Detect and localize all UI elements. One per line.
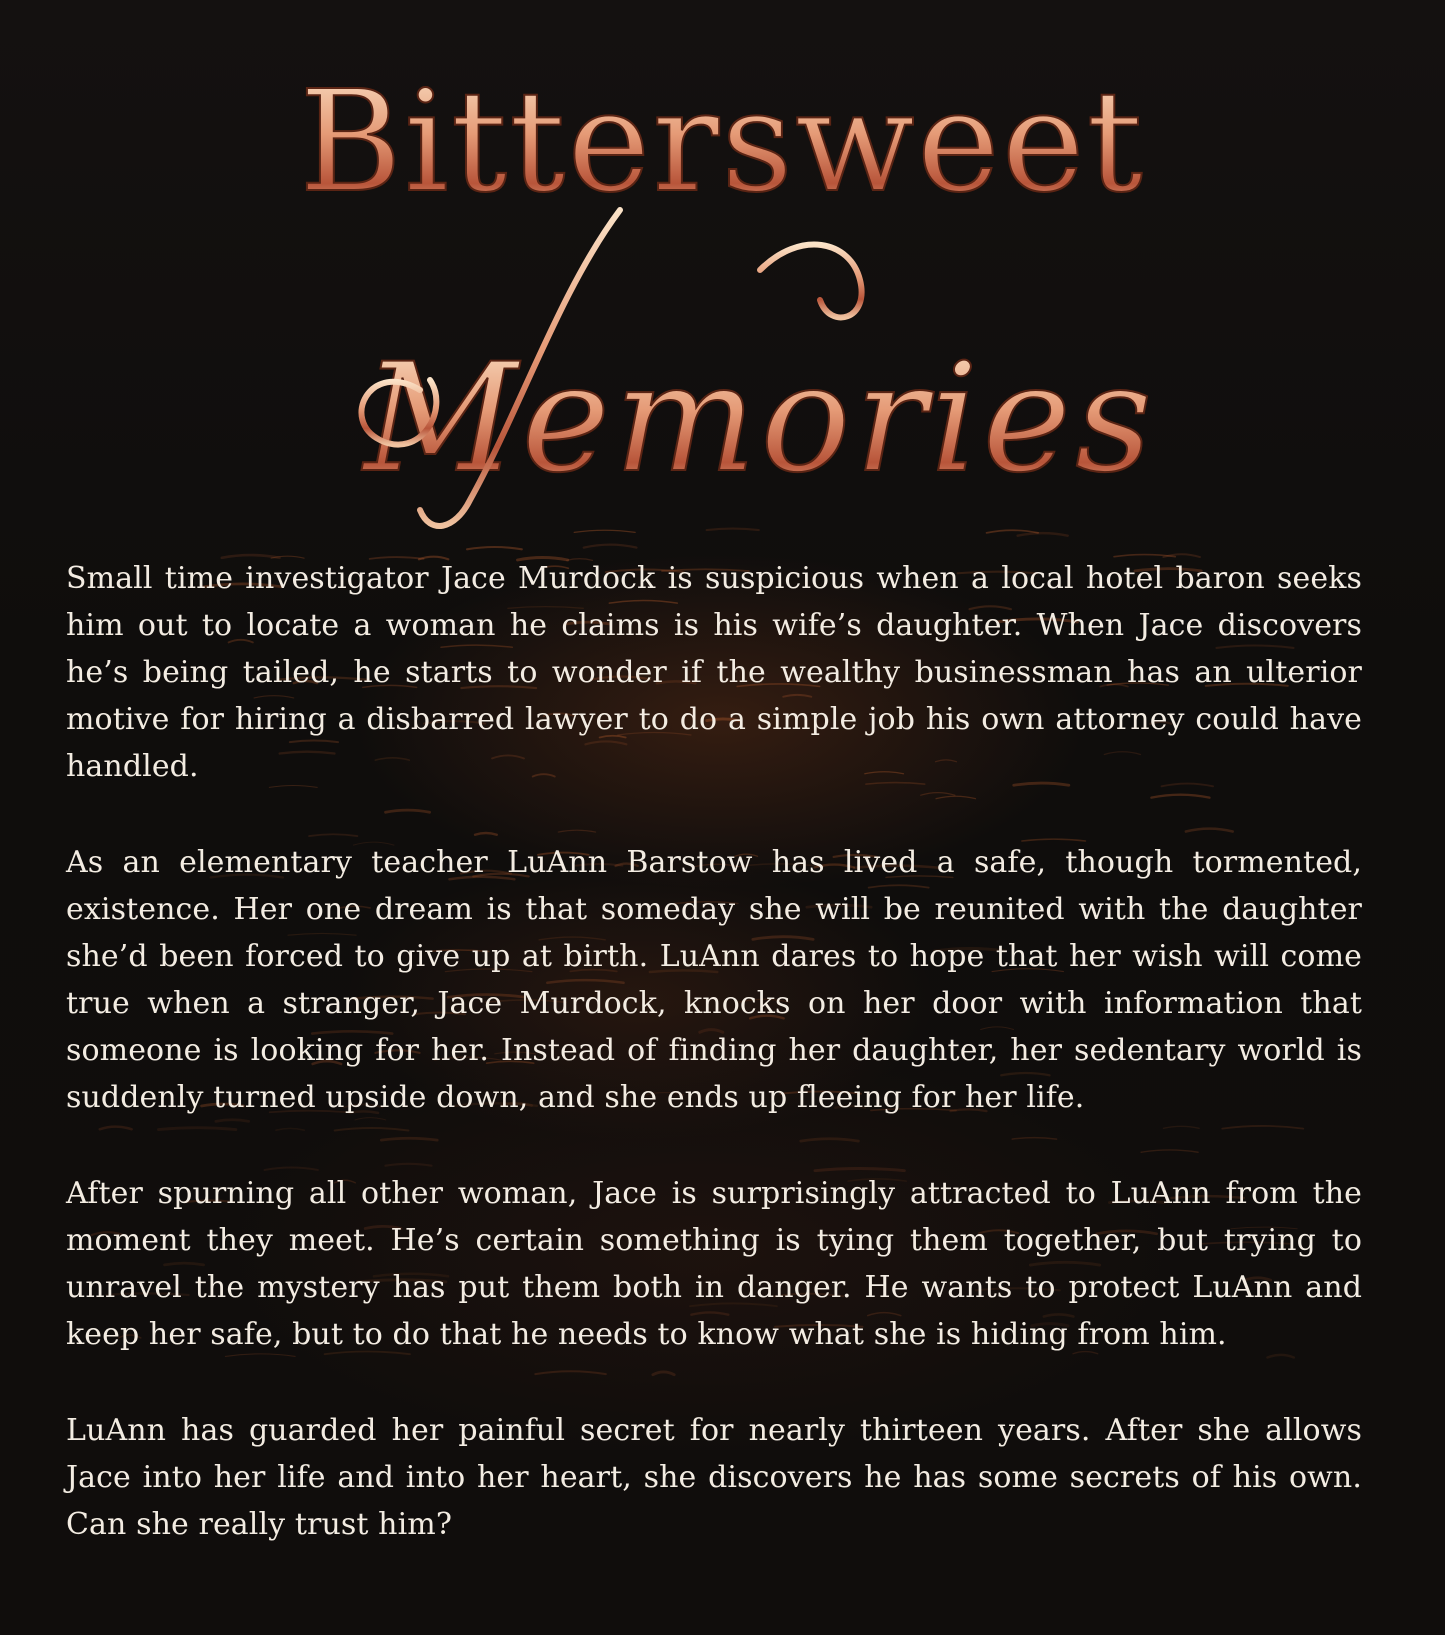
synopsis-text <box>66 555 1362 1548</box>
synopsis-paragraph-4: LuAnn has guarded her painful secret for nearly thirteen years. After she allows Jace into her life and into her heart, she discovers he has some secrets of his own. Can she really trust him? <box>66 1413 1362 1542</box>
synopsis-paragraph-2: As an elementary teacher LuAnn Barstow has lived a safe, though tormented, existence. Her one dream is that someday she will be reunited with the daughter she’d been forced to give up at birth. LuAnn dares to hope that her wish will come true when a stranger, Jace Murdock, knocks on her door with information that someone is looking for her. Instead of finding her daughter, her sedentary world is suddenly turned upside down, and she ends up fleeing for her life. <box>66 845 1362 1115</box>
title-line-1: Bittersweet <box>299 61 1145 224</box>
synopsis-paragraph-3: After spurning all other woman, Jace is surprisingly attracted to LuAnn from the moment they meet. He’s certain something is tying them together, but trying to unravel the mystery has put them both in danger. He wants to protect LuAnn and keep her safe, but to do that he needs to know what she is hiding from him. <box>66 1176 1362 1352</box>
title-line-2: Memories <box>363 332 1157 506</box>
title-lettering <box>0 30 1445 550</box>
synopsis-paragraph-1: Small time investigator Jace Murdock is suspicious when a local hotel baron seeks him out to locate a woman he claims is his wife’s daughter. When Jace discovers he’s being tailed, he starts to wonder if the wealthy businessman has an ulterior motive for hiring a disbarred lawyer to do a simple job his own attorney could have handled. <box>66 561 1362 784</box>
